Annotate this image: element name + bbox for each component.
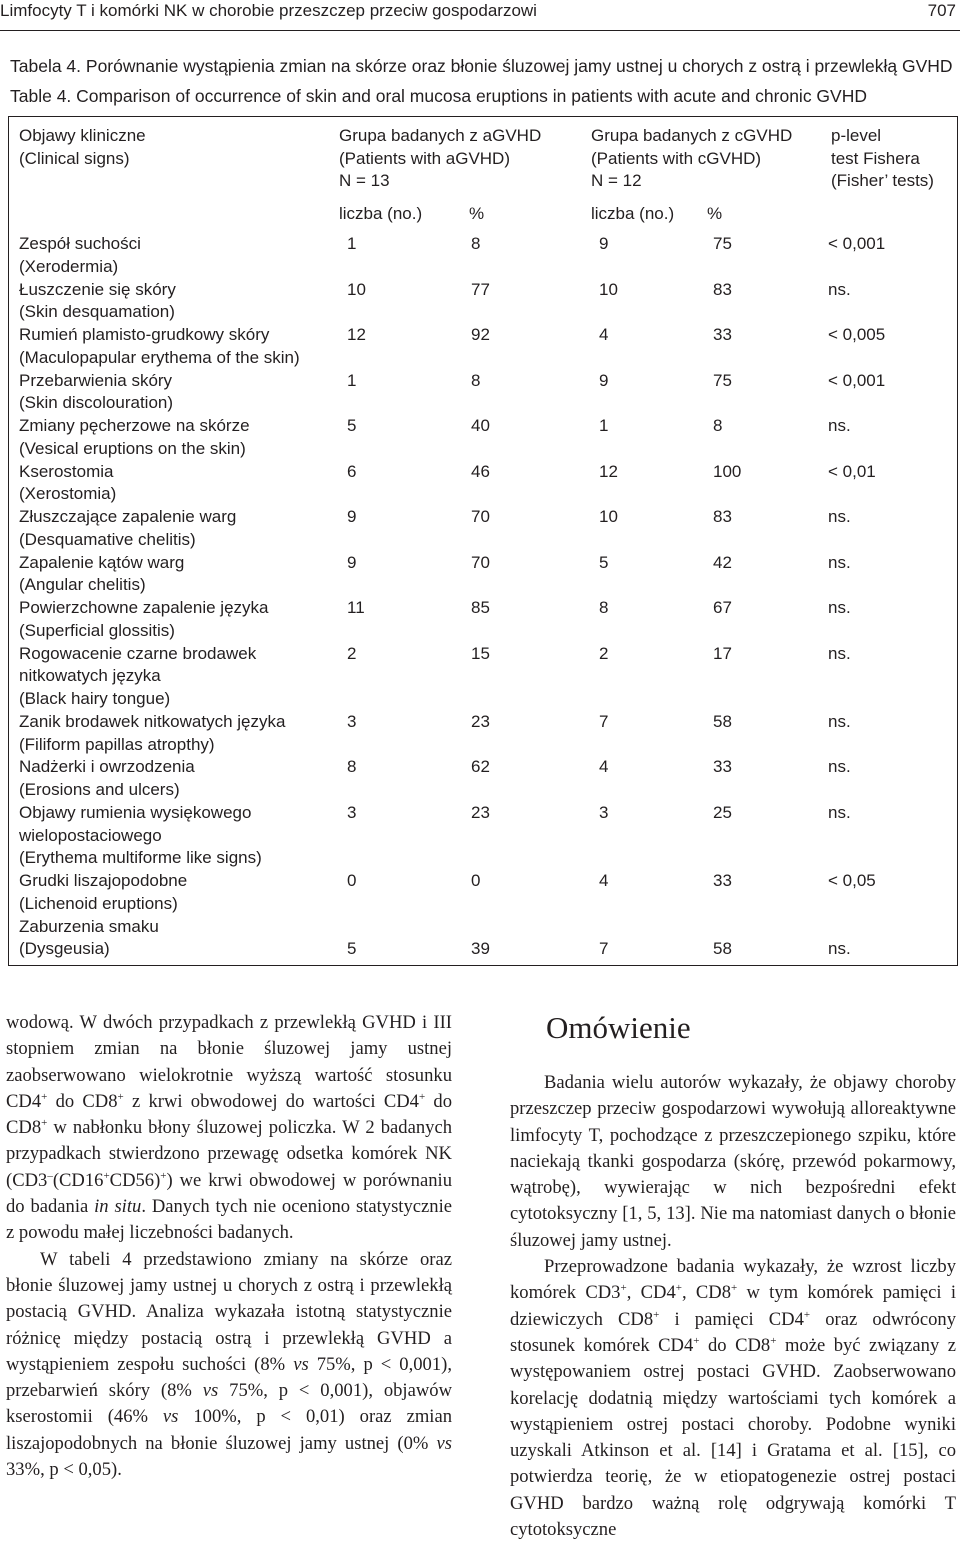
cell-p-level: ns. <box>828 598 851 617</box>
cell-agvhd-percent: 8 <box>471 370 481 390</box>
cell-cgvhd-percent: 33 <box>713 871 732 890</box>
cell-cgvhd-count: 9 <box>599 234 609 253</box>
cell-p-level: < 0,01 <box>828 461 876 481</box>
cell-cgvhd-percent: 17 <box>713 643 732 663</box>
cell-p-level: ns. <box>828 802 851 822</box>
cell-cgvhd-percent: 100 <box>713 461 742 481</box>
cell-clinical-sign: Zmiany pęcherzowe na skórze (Vesical eruptions on the skin) <box>19 416 250 458</box>
cell-cgvhd-count: 4 <box>599 871 609 890</box>
cell-cgvhd-percent: 75 <box>713 370 732 390</box>
cell-clinical-sign: Złuszczające zapalenie warg (Desquamative chelitis) <box>19 507 237 549</box>
cell-agvhd-count: 6 <box>347 461 357 481</box>
cell-cgvhd-count: 1 <box>599 416 609 435</box>
cell-agvhd-count: 10 <box>347 279 366 299</box>
cell-p-level: < 0,05 <box>828 871 876 890</box>
cell-clinical-sign: Rumień plamisto-grudkowy skóry (Maculopapular erythema of the skin) <box>19 325 300 367</box>
cell-cgvhd-percent: 33 <box>713 757 732 777</box>
cell-cgvhd-percent: 42 <box>713 552 732 572</box>
data-table <box>8 116 958 966</box>
subheader-pct-a: % <box>469 204 485 223</box>
cell-p-level: ns. <box>828 643 851 663</box>
cell-cgvhd-percent: 83 <box>713 279 732 299</box>
cell-agvhd-count: 5 <box>347 416 357 435</box>
cell-clinical-sign: Rogowacenie czarne brodawek nitkowatych języka (Black hairy tongue) <box>19 643 257 708</box>
cell-p-level: ns. <box>828 279 851 299</box>
cell-agvhd-percent: 40 <box>471 416 490 435</box>
cell-agvhd-count: 0 <box>347 871 357 890</box>
left-paragraph-1: wodową. W dwóch przypadkach z przewlekłą GVHD i III stopniem zmian na błonie śluzowej jamy ustnej zaobserwowano wielokrotnie wyższą wartość stosunku CD4+ do CD8+ z krwi obwodowej do wartości CD4+ do CD8+ w nabłonku błony śluzowej policzka. W 2 badanych przypadkach stwierdzono przewagę odsetka komórek NK (CD3–(CD16+CD56)+) we krwi obwodowej w porównaniu do badania in situ. Danych tych nie oceniono statystycznie z powodu małej liczebności badanych. <box>6 1012 452 1244</box>
right-paragraph-1: Badania wielu autorów wykazały, że objawy choroby przeszczep przeciw gospodarzowi wywołują alloreaktywne limfocyty T, pochodzące z przeszczepionego szpiku, które naciekają tkanki gospodarza (skórę, przewód pokarmowy, wątrobę), wywierając w nich bezpośredni efekt cytotoksyczny [1, 5, 13]. Nie ma natomiast danych o błonie śluzowej jamy ustnej. <box>510 1072 956 1251</box>
running-header <box>0 0 960 27</box>
cell-p-level: < 0,001 <box>828 370 886 390</box>
right-paragraph-2: Przeprowadzone badania wykazały, że wzrost liczby komórek CD3+, CD4+, CD8+ w tym komórek pamięci i dziewiczych CD8+ i pamięci CD4+ oraz odwrócony stosunek komórek CD4+ do CD8+ może być związany z występowaniem ostrej postaci GVHD. Zaobserwowano korelację dodatnią między wartościami tych komórek a wystąpieniem ostrej postaci choroby. Podobne wyniki uzyskali Atkinson et al. [14] i Gratama et al. [15], co potwierdza teorię, że w etiopatogenezie ostrej postaci GVHD bardzo ważną rolę odgrywają komórki T cytotoksyczne <box>510 1256 956 1541</box>
header-cgvhd: Grupa badanych z cGVHD (Patients with cGVHD) N = 12 <box>591 126 793 190</box>
cell-agvhd-count: 11 <box>347 598 365 617</box>
cell-agvhd-count: 2 <box>347 643 357 663</box>
cell-p-level: ns. <box>828 939 851 959</box>
cell-cgvhd-count: 2 <box>599 643 609 663</box>
caption-text-pl: Porównanie wystąpienia zmian na skórze oraz błonie śluzowej jamy ustnej u chorych z ostrą i przewlekłą GVHD <box>85 56 953 76</box>
subheader-pct-c: % <box>707 204 723 223</box>
header-rule <box>0 30 960 31</box>
cell-cgvhd-count: 10 <box>599 279 618 299</box>
cell-agvhd-count: 8 <box>347 757 357 777</box>
cell-agvhd-percent: 46 <box>471 461 490 481</box>
cell-agvhd-count: 9 <box>347 507 357 526</box>
cell-cgvhd-percent: 25 <box>713 802 732 822</box>
cell-clinical-sign: Grudki liszajopodobne (Lichenoid eruptions) <box>19 871 188 913</box>
cell-agvhd-percent: 8 <box>471 234 481 253</box>
cell-clinical-sign: Kserostomia (Xerostomia) <box>19 461 117 504</box>
cell-cgvhd-count: 5 <box>599 552 609 572</box>
cell-cgvhd-percent: 33 <box>713 325 732 344</box>
caption-label-en: Table 4. <box>10 86 72 106</box>
cell-agvhd-count: 3 <box>347 711 357 731</box>
page-number: 707 <box>927 1 956 20</box>
cell-p-level: ns. <box>828 552 851 572</box>
cell-agvhd-count: 3 <box>347 802 357 822</box>
table-caption-en <box>10 86 867 107</box>
cell-agvhd-percent: 62 <box>471 757 490 777</box>
table-caption-pl <box>10 56 953 77</box>
cell-cgvhd-count: 9 <box>599 370 609 390</box>
cell-clinical-sign: Zaburzenia smaku (Dysgeusia) <box>19 916 159 959</box>
cell-agvhd-count: 12 <box>347 325 366 344</box>
cell-cgvhd-count: 7 <box>599 939 609 959</box>
section-heading-discussion: Omówienie <box>546 1010 691 1045</box>
header-agvhd: Grupa badanych z aGVHD (Patients with aGVHD) N = 13 <box>339 126 542 190</box>
cell-p-level: ns. <box>828 711 851 731</box>
caption-label-pl: Tabela 4. <box>10 56 82 76</box>
cell-cgvhd-percent: 75 <box>713 234 732 253</box>
cell-p-level: ns. <box>828 416 851 435</box>
cell-agvhd-percent: 70 <box>471 507 490 526</box>
cell-cgvhd-count: 7 <box>599 711 609 731</box>
cell-clinical-sign: Zapalenie kątów warg (Angular chelitis) <box>19 552 185 595</box>
header-signs: Objawy kliniczne (Clinical signs) <box>19 126 146 168</box>
cell-agvhd-percent: 23 <box>471 802 490 822</box>
body-right-column <box>510 1008 956 1543</box>
cell-cgvhd-percent: 58 <box>713 711 732 731</box>
caption-text-en: Comparison of occurrence of skin and oral mucosa eruptions in patients with acute and chronic GVHD <box>76 86 867 106</box>
cell-p-level: ns. <box>828 757 851 777</box>
cell-agvhd-percent: 39 <box>471 939 490 959</box>
cell-agvhd-percent: 70 <box>471 552 490 572</box>
cell-agvhd-percent: 15 <box>471 643 490 663</box>
cell-cgvhd-percent: 83 <box>713 507 732 526</box>
subheader-count-a: liczba (no.) <box>339 204 423 223</box>
cell-cgvhd-percent: 58 <box>713 939 732 959</box>
cell-agvhd-percent: 0 <box>471 871 481 890</box>
cell-clinical-sign: Łuszczenie się skóry (Skin desquamation) <box>19 279 176 322</box>
cell-p-level: ns. <box>828 507 851 526</box>
cell-clinical-sign: Zespół suchości (Xerodermia) <box>19 234 141 276</box>
cell-clinical-sign: Objawy rumienia wysiękowego wielopostaciowego (Erythema multiforme like signs) <box>19 802 262 868</box>
cell-clinical-sign: Przebarwienia skóry (Skin discolouration) <box>19 370 174 413</box>
cell-p-level: < 0,001 <box>828 234 886 253</box>
cell-agvhd-count: 1 <box>347 370 357 390</box>
cell-agvhd-percent: 77 <box>471 279 490 299</box>
cell-agvhd-count: 1 <box>347 234 357 253</box>
header-p-level: p-level test Fishera (Fisher’ tests) <box>831 126 934 190</box>
cell-agvhd-percent: 23 <box>471 711 490 731</box>
cell-cgvhd-count: 10 <box>599 507 618 526</box>
cell-cgvhd-count: 4 <box>599 325 609 344</box>
cell-clinical-sign: Zanik brodawek nitkowatych języka (Filiform papillas atropthy) <box>19 711 286 754</box>
cell-clinical-sign: Powierzchowne zapalenie języka (Superficial glossitis) <box>19 598 269 640</box>
cell-agvhd-percent: 92 <box>471 325 490 344</box>
cell-cgvhd-percent: 8 <box>713 416 723 435</box>
running-title: Limfocyty T i komórki NK w chorobie przeszczep przeciw gospodarzowi <box>0 1 537 20</box>
cell-agvhd-count: 5 <box>347 939 357 959</box>
subheader-count-c: liczba (no.) <box>591 204 675 223</box>
cell-agvhd-percent: 85 <box>471 598 490 617</box>
cell-p-level: < 0,005 <box>828 325 886 344</box>
body-left-column <box>6 1010 452 1483</box>
cell-cgvhd-count: 12 <box>599 461 618 481</box>
cell-cgvhd-count: 4 <box>599 757 609 777</box>
cell-cgvhd-count: 8 <box>599 598 609 617</box>
cell-cgvhd-count: 3 <box>599 802 609 822</box>
cell-agvhd-count: 9 <box>347 552 357 572</box>
cell-cgvhd-percent: 67 <box>713 598 732 617</box>
left-paragraph-2: W tabeli 4 przedstawiono zmiany na skórze oraz błonie śluzowej jamy ustnej u chorych z ostrą i przewlekłą postacią GVHD. Analiza wykazała istotną statystycznie różnicę między postacią ostrą i przewlekłą GVHD a wystąpieniem zespołu suchości (8% vs 75%, p < 0,001), przebarwień skóry (8% vs 75%, p < 0,001), objawów kserostomii (46% vs 100%, p < 0,01) oraz zmian liszajopodobnych na błonie śluzowej jamy ustnej (0% vs 33%, p < 0,05). <box>6 1248 453 1481</box>
cell-clinical-sign: Nadżerki i owrzodzenia (Erosions and ulcers) <box>19 757 195 799</box>
